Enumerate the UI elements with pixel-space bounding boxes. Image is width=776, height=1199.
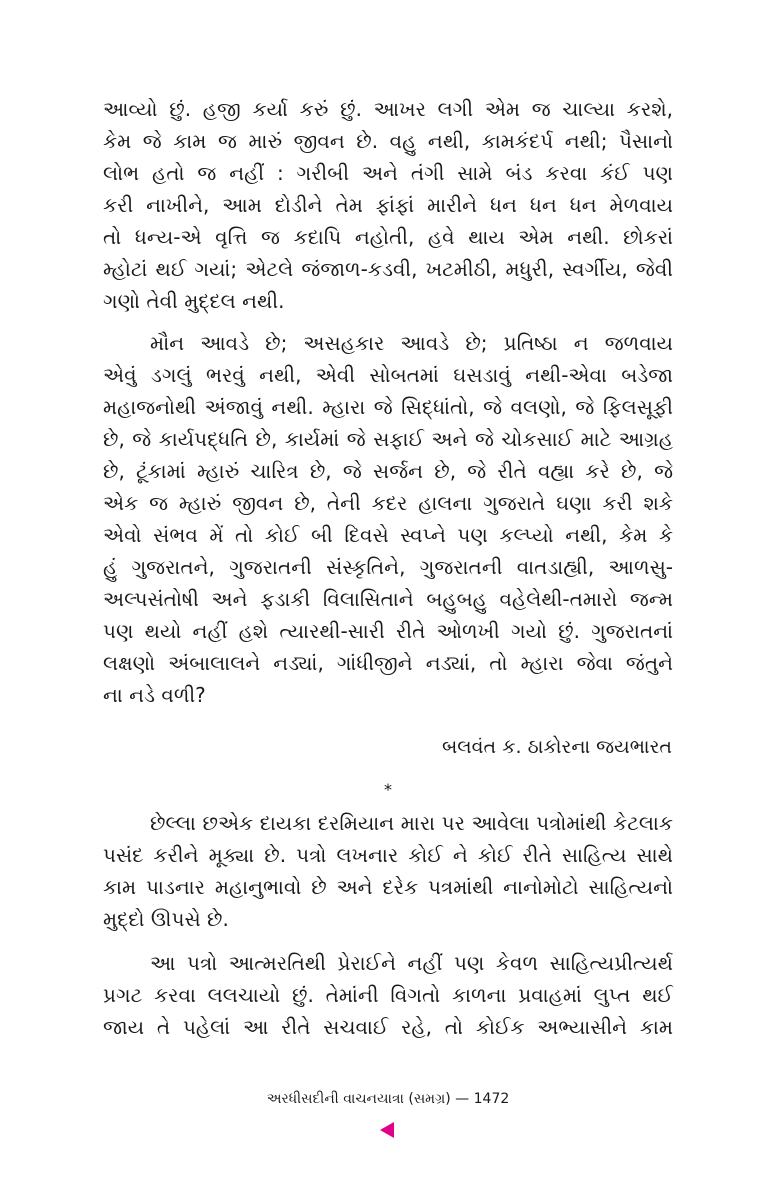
text-line: છે, જે કાર્યપદ્ધતિ છે, કાર્યમાં જે સફાઈ અને જે ચોકસાઈ માટે આગ્રહ [103,427,673,451]
text-line: કરી નાખીને, આમ દોડીને તેમ ફાંફાં મારીને ધન ધન ધન મેળવાય [103,193,673,217]
text-line: જાય તે પહેલાં આ રીતે સચવાઈ રહે, તો કોઈક અભ્યાસીને કામ [103,1015,673,1039]
text-line: છેલ્લા છએક દાયકા દરમિયાન મારા પર આવેલા પત્રોમાંથી કેટલાક [150,811,673,835]
text-line: પ્રગટ કરવા લલચાયો છું. તેમાંની વિગતો કાળના પ્રવાહમાં લુપ્ત થઈ [103,983,673,1007]
text-line: આવ્યો છું. હજી કર્યા કરું છું. આખર લગી એમ જ ચાલ્યા કરશે, [103,97,673,121]
text-line: ગણો તેવી મુદ્દલ નથી. [103,289,285,313]
text-line: પસંદ કરીને મૂક્યા છે. પત્રો લખનાર કોઈ ને કોઈ રીતે સાહિત્ય સાથે [103,843,673,867]
text-line: લોભ હતો જ નહીં : ગરીબી અને તંગી સામે બંડ કરવા કંઈ પણ [103,161,673,185]
text-line: હું ગુજરાતને, ગુજરાતની સંસ્કૃતિને, ગુજરાતની વાતડાહ્યી, આળસુ- [103,555,673,579]
text-line: મૌન આવડે છે; અસહકાર આવડે છે; પ્રતિષ્ઠા ન જળવાય [150,331,673,355]
text-line: પણ થયો નહીં હશે ત્યારથી-સારી રીતે ઓળખી ગયો છું. ગુજરાતનાં [103,619,673,643]
text-line: કેમ જે કામ જ મારું જીવન છે. વહુ નથી, કામકંદર્પ નથી; પૈસાનો [103,129,673,153]
page-footer: અરધીસદીની વાચનયાત્રા (સમગ્ર) — 1472 [266,1091,510,1107]
text-line: મ્હોટાં થઈ ગયાં; એટલે જંજાળ-કડવી, ખટમીઠી, મધુરી, સ્વર્ગીય, જેવી [103,257,673,281]
text-line: મુદ્દો ઊપસે છે. [103,907,229,931]
text-line: મહાજનોથી અંજાવું નથી. મ્હારા જે સિદ્ધાંતો, જે વલણો, જે ફિલસૂફી [103,395,673,419]
signature: બલવંત ક. ઠાકોરના જયભારત [442,736,672,758]
separator-asterisk: * [384,780,392,799]
text-line: છે, ટૂંકામાં મ્હારું ચારિત્ર છે, જે સર્જન છે, જે રીતે વહ્યા કરે છે, જે [103,459,673,483]
text-line: એવું ડગલું ભરવું નથી, એવી સોબતમાં ઘસડાવું નથી-એવા બડેજા [103,363,673,387]
text-line: એવો સંભવ મેં તો કોઈ બી દિવસે સ્વપ્ને પણ કલ્પ્યો નથી, કેમ કે [103,523,673,547]
text-line: આ પત્રો આત્મરતિથી પ્રેરાઈને નહીં પણ કેવળ સાહિત્યપ્રીત્યર્થ [150,951,673,975]
text-line: અલ્પસંતોષી અને ફડાકી વિલાસિતાને બહુબહુ વહેલેથી-તમારો જન્મ [103,587,673,611]
text-line: તો ધન્ય-એ વૃત્તિ જ કદાપિ નહોતી, હવે થાય એમ નથી. છોકરાં [103,225,673,249]
text-line: ના નડે વળી? [103,683,206,707]
text-line: એક જ મ્હારું જીવન છે, તેની કદર હાલના ગુજરાતે ઘણા કરી શકે [103,491,673,515]
text-line: કામ પાડનાર મહાનુભાવો છે અને દરેક પત્રમાંથી નાનોમોટો સાહિત્યનો [103,875,673,899]
text-line: લક્ષણો અંબાલાલને નડ્યાં, ગાંધીજીને નડ્યાં, તો મ્હારા જેવા જંતુને [103,651,673,675]
previous-page-arrow-icon[interactable] [380,1122,394,1138]
